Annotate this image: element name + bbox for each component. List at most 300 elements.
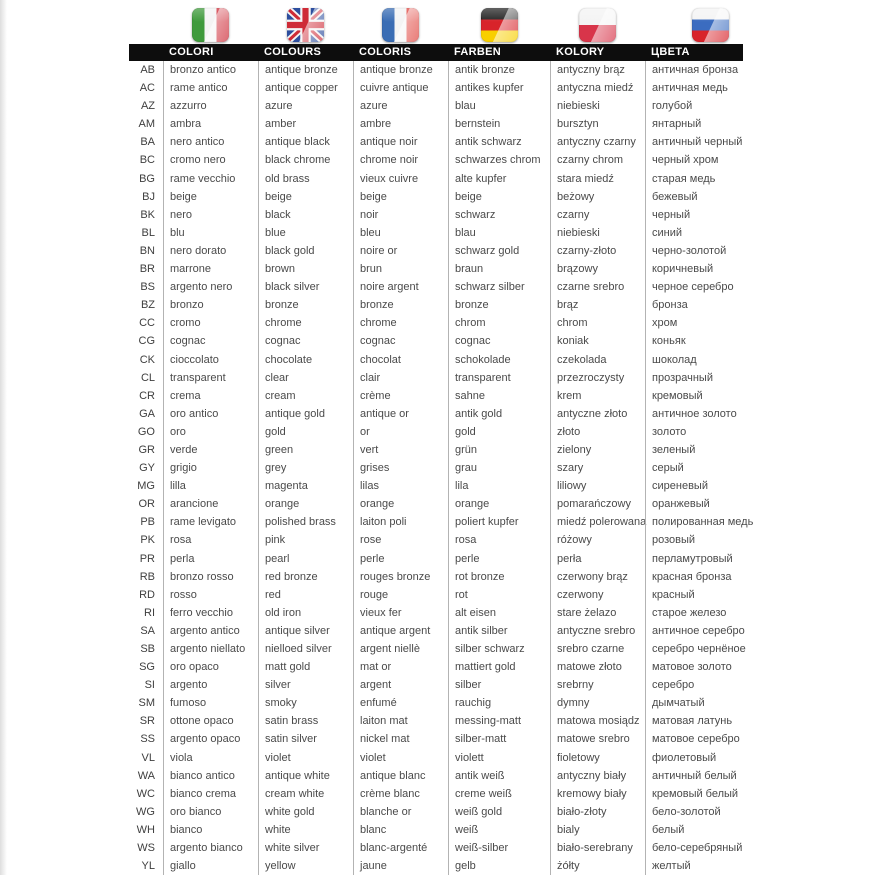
color-name-ru: античная бронза [645, 61, 775, 79]
france-flag-icon [382, 8, 419, 42]
color-name-en: chocolate [258, 351, 353, 369]
color-name-fr: azure [353, 97, 448, 115]
color-name-de: mattiert gold [448, 658, 550, 676]
color-name-en: antique bronze [258, 61, 353, 79]
color-name-fr: crème [353, 387, 448, 405]
color-name-ru: голубой [645, 97, 775, 115]
color-name-en: antique black [258, 133, 353, 151]
color-name-fr: noir [353, 206, 448, 224]
russia-flag-icon [692, 8, 729, 42]
germany-flag-icon [481, 8, 518, 42]
color-name-it: rame antico [163, 79, 258, 97]
color-name-pl: koniak [550, 332, 645, 350]
color-name-de: perle [448, 550, 550, 568]
color-name-de: lila [448, 477, 550, 495]
table-row [129, 586, 775, 604]
color-code: SB [140, 643, 155, 655]
color-code: RI [144, 606, 155, 619]
color-code: AZ [140, 100, 155, 113]
color-name-fr: or [353, 423, 448, 441]
table-row [129, 79, 775, 97]
table-row [129, 730, 775, 748]
color-name-fr: violet [353, 749, 448, 767]
color-name-pl: biało-serebrany [550, 839, 645, 857]
color-name-pl: biało-złoty [550, 803, 645, 821]
color-name-ru: бело-золотой [645, 803, 775, 821]
color-name-fr: rouges bronze [353, 568, 448, 586]
color-name-pl: liliowy [550, 477, 645, 495]
color-name-de: antik silber [448, 622, 550, 640]
color-name-fr: nickel mat [353, 730, 448, 748]
table-row [129, 188, 775, 206]
color-name-ru: черный [645, 206, 775, 224]
table-row [129, 423, 775, 441]
table-row [129, 767, 775, 785]
color-name-de: gold [448, 423, 550, 441]
color-name-fr: grises [353, 459, 448, 477]
color-code: PK [140, 534, 155, 547]
color-name-pl: stara miedź [550, 170, 645, 188]
color-name-pl: srebrny [550, 676, 645, 694]
color-name-fr: cognac [353, 332, 448, 350]
color-name-fr: laiton mat [353, 712, 448, 730]
color-name-en: cream [258, 387, 353, 405]
color-code: CC [139, 317, 155, 330]
color-name-de: antik weiß [448, 767, 550, 785]
table-row [129, 133, 775, 151]
color-name-de: schokolade [448, 351, 550, 369]
color-name-pl: antyczny biały [550, 767, 645, 785]
color-name-ru: черно-золотой [645, 242, 775, 260]
color-name-en: matt gold [258, 658, 353, 676]
table-row [129, 61, 775, 79]
table-row [129, 676, 775, 694]
italy-flag-icon [192, 8, 229, 42]
color-code: YL [141, 860, 155, 873]
color-name-ru: бронза [645, 296, 775, 314]
color-name-de: grau [448, 459, 550, 477]
color-name-fr: argent niellè [353, 640, 448, 658]
color-code: BK [140, 208, 155, 221]
table-row [129, 405, 775, 423]
table-row [129, 115, 775, 133]
color-name-it: cognac [163, 332, 258, 350]
table-row [129, 332, 775, 350]
color-code: AM [138, 118, 155, 131]
color-name-fr: noire argent [353, 278, 448, 296]
table-row [129, 260, 775, 278]
color-name-de: alte kupfer [448, 170, 550, 188]
color-code: WH [136, 823, 155, 836]
color-name-en: smoky [258, 694, 353, 712]
table-row [129, 170, 775, 188]
color-name-ru: матовое серебро [645, 730, 775, 748]
table-row [129, 640, 775, 658]
color-name-de: schwarzes chrom [448, 151, 550, 169]
color-name-pl: matowa mosiądz [550, 712, 645, 730]
color-name-en: cognac [258, 332, 353, 350]
color-name-ru: оранжевый [645, 495, 775, 513]
color-name-en: chrome [258, 314, 353, 332]
color-code: BR [139, 263, 155, 276]
color-name-it: rosa [163, 531, 258, 549]
color-name-ru: красная бронза [645, 568, 775, 586]
color-name-pl: bialy [550, 821, 645, 839]
color-name-en: antique silver [258, 622, 353, 640]
color-code: WA [137, 769, 155, 782]
color-code: GO [137, 425, 155, 438]
color-name-de: weiß [448, 821, 550, 839]
header-colours: COLOURS [264, 46, 322, 58]
color-name-pl: czerwony brąz [550, 568, 645, 586]
table-row [129, 206, 775, 224]
color-name-de: cognac [448, 332, 550, 350]
color-name-de: blau [448, 97, 550, 115]
color-name-fr: blanc [353, 821, 448, 839]
color-name-en: brown [258, 260, 353, 278]
table-row [129, 785, 775, 803]
color-code: GR [138, 443, 155, 456]
color-name-en: amber [258, 115, 353, 133]
color-name-en: black silver [258, 278, 353, 296]
color-name-en: red [258, 586, 353, 604]
color-name-fr: laiton poli [353, 513, 448, 531]
color-name-ru: бежевый [645, 188, 775, 206]
color-name-fr: argent [353, 676, 448, 694]
color-name-ru: кремовый белый [645, 785, 775, 803]
header-colori: COLORI [169, 46, 214, 58]
table-row [129, 694, 775, 712]
color-name-en: polished brass [258, 513, 353, 531]
color-name-fr: vert [353, 441, 448, 459]
table-row [129, 495, 775, 513]
color-name-ru: полированная медь [645, 513, 775, 531]
color-name-en: satin silver [258, 730, 353, 748]
color-name-it: argento antico [163, 622, 258, 640]
color-name-de: sahne [448, 387, 550, 405]
color-name-fr: vieux cuivre [353, 170, 448, 188]
color-name-pl: brąz [550, 296, 645, 314]
color-name-de: weiß-silber [448, 839, 550, 857]
color-name-de: orange [448, 495, 550, 513]
color-name-en: antique copper [258, 79, 353, 97]
color-code: WC [136, 787, 155, 800]
color-name-de: rot [448, 586, 550, 604]
color-name-de: creme weiß [448, 785, 550, 803]
color-name-ru: черное серебро [645, 278, 775, 296]
table-row [129, 839, 775, 857]
color-name-en: satin brass [258, 712, 353, 730]
color-name-fr: blanc-argenté [353, 839, 448, 857]
color-name-pl: czarny-złoto [550, 242, 645, 260]
table-row [129, 568, 775, 586]
color-name-pl: fioletowy [550, 749, 645, 767]
color-name-it: ferro vecchio [163, 604, 258, 622]
header-farben: FARBEN [454, 46, 502, 58]
color-name-pl: chrom [550, 314, 645, 332]
color-name-ru: шоколад [645, 351, 775, 369]
color-name-pl: matowe srebro [550, 730, 645, 748]
color-name-it: nero [163, 206, 258, 224]
color-name-ru: серый [645, 459, 775, 477]
color-name-ru: фиолетовый [645, 749, 775, 767]
color-name-de: beige [448, 188, 550, 206]
color-code: BG [139, 172, 155, 185]
color-name-it: grigio [163, 459, 258, 477]
color-name-de: schwarz gold [448, 242, 550, 260]
color-code: GA [139, 407, 155, 420]
color-name-ru: матовое золото [645, 658, 775, 676]
table-row [129, 351, 775, 369]
color-name-fr: ambre [353, 115, 448, 133]
color-name-pl: czarny [550, 206, 645, 224]
color-name-en: clear [258, 369, 353, 387]
color-code: RD [139, 588, 155, 601]
color-name-en: violet [258, 749, 353, 767]
color-name-it: argento bianco [163, 839, 258, 857]
color-name-fr: bronze [353, 296, 448, 314]
color-name-en: antique gold [258, 405, 353, 423]
color-name-ru: античное золото [645, 405, 775, 423]
color-name-en: orange [258, 495, 353, 513]
color-name-ru: античная медь [645, 79, 775, 97]
color-name-it: ambra [163, 115, 258, 133]
color-code: CR [139, 389, 155, 402]
color-code: CK [139, 353, 155, 366]
color-name-fr: chrome noir [353, 151, 448, 169]
table-row [129, 387, 775, 405]
header-kolory: KOLORY [556, 46, 605, 58]
color-name-fr: enfumé [353, 694, 448, 712]
color-name-fr: antique argent [353, 622, 448, 640]
color-code: SG [139, 661, 155, 674]
color-name-pl: srebro czarne [550, 640, 645, 658]
color-name-de: schwarz [448, 206, 550, 224]
color-name-de: rauchig [448, 694, 550, 712]
color-code: SA [140, 624, 155, 637]
color-name-it: nero antico [163, 133, 258, 151]
color-code: VL [141, 751, 155, 764]
color-name-it: bronzo [163, 296, 258, 314]
color-name-pl: czarny chrom [550, 151, 645, 169]
color-name-ru: античное серебро [645, 622, 775, 640]
table-body [129, 61, 775, 875]
color-name-fr: rose [353, 531, 448, 549]
color-name-ru: античный белый [645, 767, 775, 785]
color-code: BS [140, 281, 155, 294]
table-row [129, 369, 775, 387]
color-name-it: transparent [163, 369, 258, 387]
color-name-fr: antique blanc [353, 767, 448, 785]
color-name-it: azzurro [163, 97, 258, 115]
color-name-en: black chrome [258, 151, 353, 169]
color-name-fr: vieux fer [353, 604, 448, 622]
color-name-it: argento nero [163, 278, 258, 296]
color-name-de: schwarz silber [448, 278, 550, 296]
color-name-ru: серебро [645, 676, 775, 694]
color-name-de: antik gold [448, 405, 550, 423]
table-row [129, 658, 775, 676]
color-name-pl: brązowy [550, 260, 645, 278]
color-name-pl: dymny [550, 694, 645, 712]
color-code: BL [141, 226, 155, 239]
color-name-de: grün [448, 441, 550, 459]
color-name-ru: янтарный [645, 115, 775, 133]
color-name-it: lilla [163, 477, 258, 495]
color-name-ru: бело-серебряный [645, 839, 775, 857]
color-name-ru: розовый [645, 531, 775, 549]
color-name-de: silber-matt [448, 730, 550, 748]
color-name-ru: античный черный [645, 133, 775, 151]
color-code: RB [139, 570, 155, 583]
table-row [129, 97, 775, 115]
color-name-ru: сиреневый [645, 477, 775, 495]
color-name-it: giallo [163, 857, 258, 875]
color-name-pl: złoto [550, 423, 645, 441]
color-name-it: blu [163, 224, 258, 242]
color-name-pl: przezroczysty [550, 369, 645, 387]
color-name-ru: золото [645, 423, 775, 441]
color-name-ru: желтый [645, 857, 775, 875]
table-row [129, 803, 775, 821]
color-name-en: antique white [258, 767, 353, 785]
table-header [129, 44, 743, 61]
color-name-en: white silver [258, 839, 353, 857]
color-name-fr: antique or [353, 405, 448, 423]
header-code-spacer [129, 44, 163, 61]
color-name-pl: bursztyn [550, 115, 645, 133]
table-row [129, 459, 775, 477]
color-name-it: rame vecchio [163, 170, 258, 188]
color-name-de: messing-matt [448, 712, 550, 730]
color-name-fr: clair [353, 369, 448, 387]
color-name-fr: noire or [353, 242, 448, 260]
color-name-fr: antique bronze [353, 61, 448, 79]
color-code: MG [137, 480, 155, 493]
flags-spacer [129, 7, 163, 43]
color-name-it: oro opaco [163, 658, 258, 676]
table-row [129, 550, 775, 568]
table-row [129, 151, 775, 169]
color-name-it: bianco [163, 821, 258, 839]
color-name-ru: коньяк [645, 332, 775, 350]
color-name-fr: beige [353, 188, 448, 206]
color-name-pl: krem [550, 387, 645, 405]
color-code: OR [138, 498, 155, 511]
color-name-it: oro bianco [163, 803, 258, 821]
color-name-de: violett [448, 749, 550, 767]
color-name-pl: antyczny brąz [550, 61, 645, 79]
color-name-fr: blanche or [353, 803, 448, 821]
color-code: PR [139, 552, 155, 565]
header-coloris: COLORIS [359, 46, 412, 58]
color-name-pl: perła [550, 550, 645, 568]
color-name-en: gold [258, 423, 353, 441]
color-name-en: nielloed silver [258, 640, 353, 658]
color-name-en: magenta [258, 477, 353, 495]
color-name-fr: jaune [353, 857, 448, 875]
color-name-ru: коричневый [645, 260, 775, 278]
color-code: GY [139, 462, 155, 475]
color-name-de: rot bronze [448, 568, 550, 586]
color-name-pl: stare żelazo [550, 604, 645, 622]
color-code: WS [137, 842, 155, 855]
color-name-it: argento niellato [163, 640, 258, 658]
color-name-en: green [258, 441, 353, 459]
color-name-de: alt eisen [448, 604, 550, 622]
color-name-ru: перламутровый [645, 550, 775, 568]
color-name-pl: szary [550, 459, 645, 477]
color-name-fr: chrome [353, 314, 448, 332]
color-name-it: argento opaco [163, 730, 258, 748]
color-name-it: verde [163, 441, 258, 459]
color-name-it: oro antico [163, 405, 258, 423]
color-name-en: bronze [258, 296, 353, 314]
color-name-it: beige [163, 188, 258, 206]
color-name-pl: zielony [550, 441, 645, 459]
color-code: BJ [142, 190, 155, 203]
color-name-ru: черный хром [645, 151, 775, 169]
color-name-it: bronzo rosso [163, 568, 258, 586]
color-name-en: silver [258, 676, 353, 694]
color-code: SS [140, 733, 155, 746]
color-name-pl: antyczna miedź [550, 79, 645, 97]
color-name-fr: orange [353, 495, 448, 513]
color-code: CL [140, 371, 155, 384]
color-name-fr: mat or [353, 658, 448, 676]
color-name-de: antikes kupfer [448, 79, 550, 97]
color-code: BZ [140, 299, 155, 312]
color-code: CG [138, 335, 155, 348]
color-name-it: arancione [163, 495, 258, 513]
color-name-pl: kremowy biały [550, 785, 645, 803]
color-name-it: marrone [163, 260, 258, 278]
color-name-ru: старая медь [645, 170, 775, 188]
color-name-en: pearl [258, 550, 353, 568]
color-code: AB [140, 64, 155, 76]
table-row [129, 224, 775, 242]
color-name-pl: miedź polerowana [550, 513, 645, 531]
color-code: SR [139, 715, 155, 728]
color-name-en: old iron [258, 604, 353, 622]
color-name-it: fumoso [163, 694, 258, 712]
table-row [129, 622, 775, 640]
header-cveta: ЦВЕТА [651, 46, 690, 58]
table-row [129, 513, 775, 531]
color-name-it: ottone opaco [163, 712, 258, 730]
color-name-de: antik bronze [448, 61, 550, 79]
color-name-it: cromo nero [163, 151, 258, 169]
table-row [129, 278, 775, 296]
color-name-pl: antyczne srebro [550, 622, 645, 640]
color-name-ru: дымчатый [645, 694, 775, 712]
color-name-pl: niebieski [550, 97, 645, 115]
color-name-en: black gold [258, 242, 353, 260]
table-row [129, 604, 775, 622]
color-name-pl: niebieski [550, 224, 645, 242]
color-code: SI [144, 679, 155, 692]
color-name-de: braun [448, 260, 550, 278]
color-name-fr: bleu [353, 224, 448, 242]
color-name-en: azure [258, 97, 353, 115]
color-name-ru: серебро чернёное [645, 640, 775, 658]
table-row [129, 314, 775, 332]
color-name-en: grey [258, 459, 353, 477]
color-name-de: gelb [448, 857, 550, 875]
color-name-ru: матовая латунь [645, 712, 775, 730]
color-name-ru: белый [645, 821, 775, 839]
color-name-en: black [258, 206, 353, 224]
